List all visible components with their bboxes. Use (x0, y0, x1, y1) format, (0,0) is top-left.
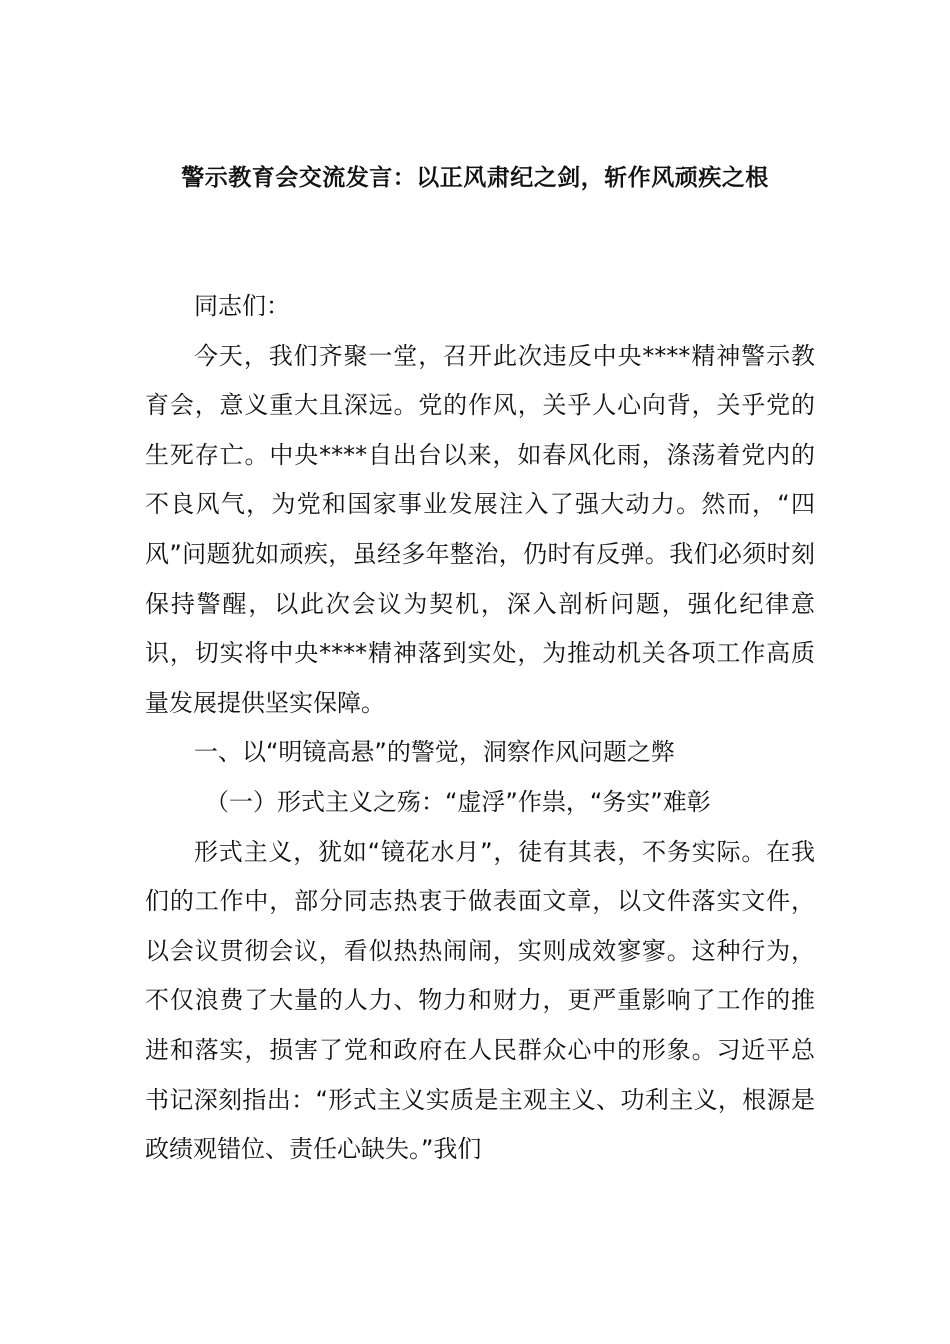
intro-paragraph: 今天，我们齐聚一堂，召开此次违反中央****精神警示教育会，意义重大且深远。党的作风，关乎人心向背，关乎党的生死存亡。中央****自出台以来，如春风化雨，涤荡着党内的不良风气，为党和国家事业发展注入了强大动力。然而，“四风”问题犹如顽疾，虽经多年整治，仍时有反弹。我们必须时刻保持警醒，以此次会议为契机，深入剖析问题，强化纪律意识，切实将中央****精神落到实处，为推动机关各项工作高质量发展提供坚实保障。 (145, 341, 815, 717)
document-title: 警示教育会交流发言：以正风肃纪之剑，斩作风顽疾之根 (181, 165, 769, 191)
salutation-paragraph: 同志们： (194, 292, 290, 320)
section-heading: 一、以“明镜高悬”的警觉，洞察作风问题之弊 (194, 738, 675, 767)
document-body (145, 282, 815, 1175)
subsection-heading: （一）形式主义之殇：“虚浮”作祟，“务实”难彰 (205, 787, 711, 816)
body-paragraph: 形式主义，犹如“镜花水月”，徒有其表，不务实际。在我们的工作中，部分同志热衷于做表面文章，以文件落实文件，以会议贯彻会议，看似热热闹闹，实则成效寥寥。这种行为，不仅浪费了大量的人力、物力和财力，更严重影响了工作的推进和落实，损害了党和政府在人民群众心中的形象。习近平总书记深刻指出：“形式主义实质是主观主义、功利主义，根源是政绩观错位、责任心缺失。”我们 (145, 837, 815, 1164)
